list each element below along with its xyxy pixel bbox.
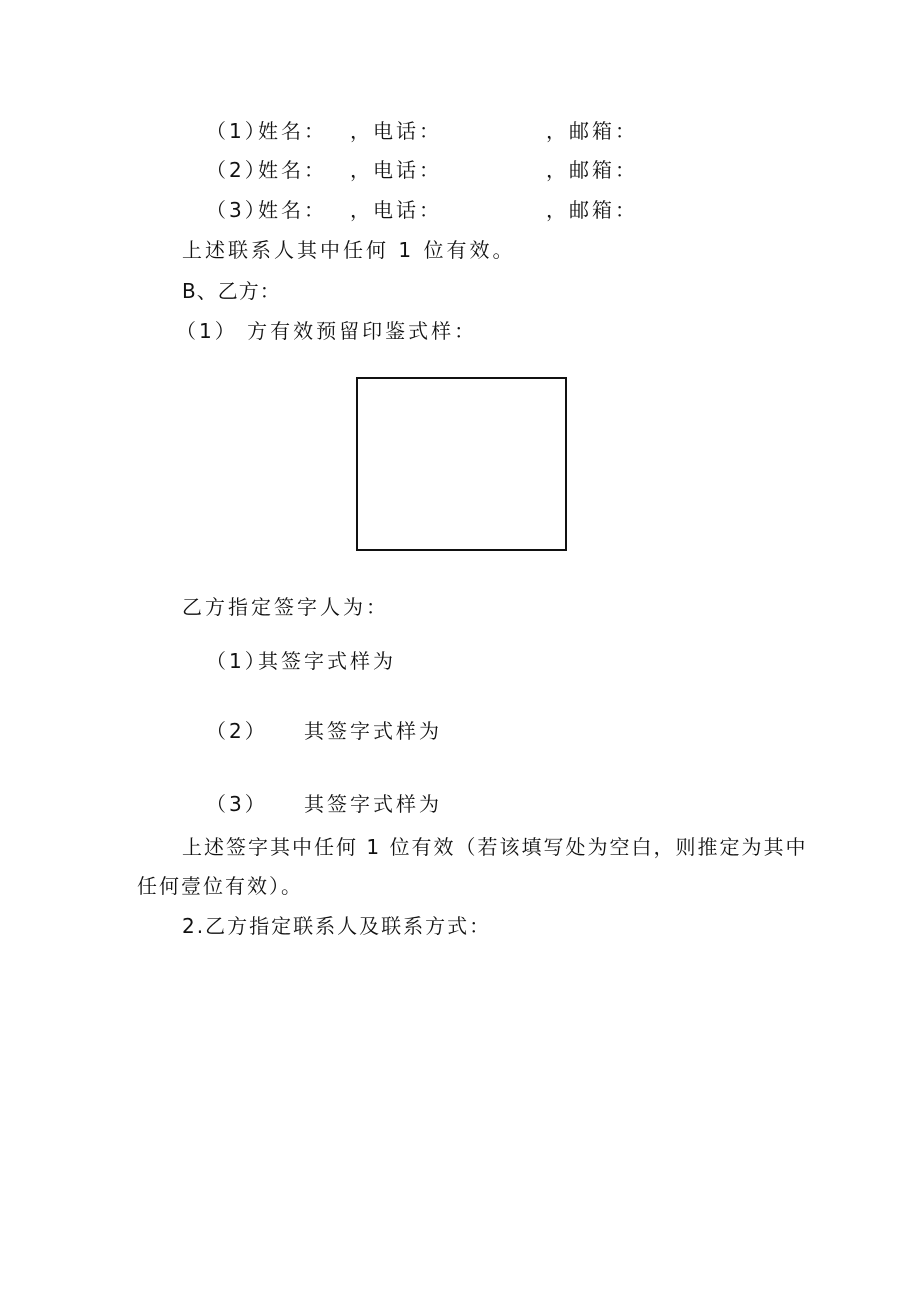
contact-number: （2） (206, 158, 268, 182)
contact-row-1 (206, 118, 646, 144)
phone-label: ，电话： (350, 119, 442, 143)
signature-sample-label: 其签字式样为 (258, 649, 396, 673)
signatory-row-3 (206, 791, 466, 817)
seal-sample-label: （1） 方有效预留印鉴式样： (176, 319, 478, 343)
party-b-heading: B、乙方： (182, 279, 281, 303)
email-label: ，邮箱： (546, 198, 638, 222)
signature-validity-note-line1: 上述签字其中任何 1 位有效（若该填写处为空白，则推定为其中 (182, 835, 808, 859)
signature-sample-label: 其签字式样为 (304, 719, 442, 743)
signatory-row-1 (206, 648, 466, 674)
email-label: ，邮箱： (546, 158, 638, 182)
contact-row-2 (206, 157, 646, 183)
phone-label: ，电话： (350, 198, 442, 222)
signatory-number: （2） (206, 719, 268, 743)
signature-sample-label: 其签字式样为 (304, 792, 442, 816)
name-label: 姓名： (258, 119, 327, 143)
contacts-validity-note: 上述联系人其中任何 1 位有效。 (182, 238, 516, 262)
signatory-number: （3） (206, 792, 268, 816)
phone-label: ，电话： (350, 158, 442, 182)
signatory-heading: 乙方指定签字人为： (182, 595, 389, 619)
email-label: ，邮箱： (546, 119, 638, 143)
contact-row-3 (206, 197, 646, 223)
seal-stamp-box (356, 377, 567, 551)
party-b-contacts-heading: 2.乙方指定联系人及联系方式： (182, 914, 492, 938)
contact-number: （3） (206, 198, 268, 222)
contact-number: （1） (206, 119, 268, 143)
name-label: 姓名： (258, 158, 327, 182)
signatory-number: （1） (206, 649, 268, 673)
name-label: 姓名： (258, 198, 327, 222)
signature-validity-note-line2: 任何壹位有效）。 (137, 874, 303, 898)
signatory-row-2 (206, 718, 466, 744)
